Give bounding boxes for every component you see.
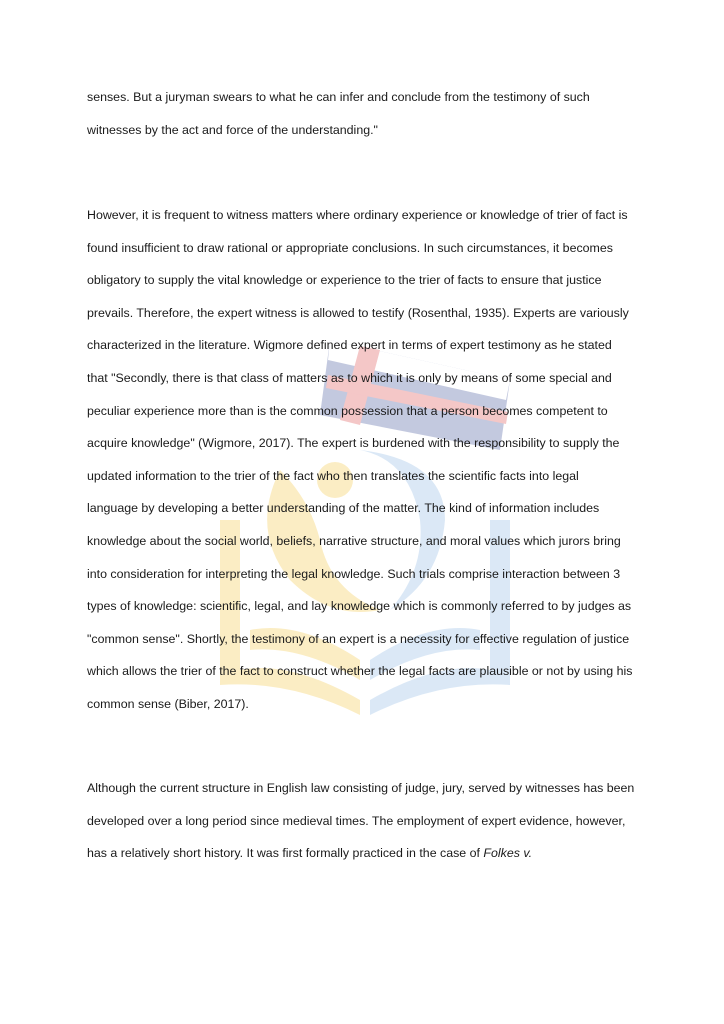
case-citation: Folkes v. [483,846,533,861]
text-line: characterized in the literature. Wigmore defined expert in terms of expert testimony as he stated [87,338,612,353]
paragraph-3 [87,772,642,870]
text-line: peculiar experience more than is the common possession that a person becomes competent to [87,403,608,418]
text-line: language by developing a better understanding of the matter. The kind of information includes [87,501,600,516]
text-line: acquire knowledge" (Wigmore, 2017). The expert is burdened with the responsibility to supply the [87,436,620,451]
text-line: types of knowledge: scientific, legal, and lay knowledge which is commonly referred to by judges as [87,599,632,614]
text-line [87,837,642,870]
text-line: common sense (Biber, 2017). [87,696,249,711]
text-line: senses. But a juryman swears to what he can infer and conclude from the testimony of such [87,90,590,104]
text-line: However, it is frequent to witness matters where ordinary experience or knowledge of trier of fact is [87,208,628,222]
text-line: "common sense". Shortly, the testimony of an expert is a necessity for effective regulation of justice [87,631,630,646]
text-line: Although the current structure in English law consisting of judge, jury, served by witnesses has been [87,781,635,795]
text-line: which allows the trier of the fact to construct whether the legal facts are plausible or not by using his [87,664,633,679]
text-line: developed over a long period since medieval times. The employment of expert evidence, however, [87,813,626,828]
text-line: updated information to the trier of the fact who then translates the scientific facts into legal [87,468,579,483]
paragraph-2 [87,199,642,721]
paragraph-1 [87,81,642,146]
text-line: witnesses by the act and force of the understanding." [87,122,378,137]
text-line: into consideration for interpreting the legal knowledge. Such trials comprise interaction between 3 [87,566,621,581]
text-line: knowledge about the social world, beliefs, narrative structure, and moral values which jurors bring [87,533,621,548]
text-line: obligatory to supply the vital knowledge or experience to the trier of facts to ensure that justice [87,273,602,288]
text-line: found insufficient to draw rational or appropriate conclusions. In such circumstances, it becomes [87,240,613,255]
text-line: that "Secondly, there is that class of matters as to which it is only by means of some special and [87,370,612,385]
text-line-prefix: has a relatively short history. It was first formally practiced in the case of [87,846,484,861]
text-line: prevails. Therefore, the expert witness is allowed to testify (Rosenthal, 1935). Experts are variously [87,305,629,320]
